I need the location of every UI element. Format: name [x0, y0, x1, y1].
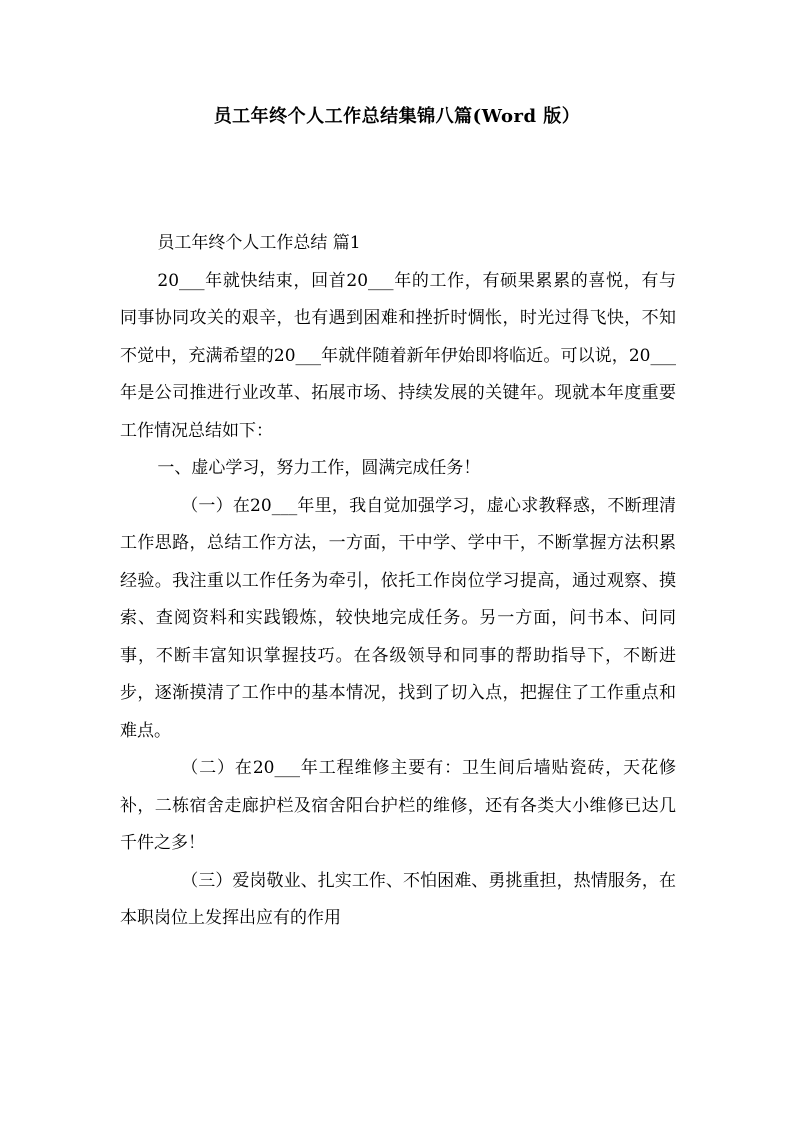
- paragraph-intro: 20___年就快结束，回首20___年的工作，有硕果累累的喜悦，有与同事协同攻关的艰辛，也有遇到困难和挫折时惆怅，时光过得飞快，不知不觉中，充满希望的20___年就伴随着新年伊始即将临近。可以说，20___年是公司推进行业改革、拓展市场、持续发展的关键年。现就本年度重要工作情况总结如下：: [120, 270, 676, 441]
- paragraph-item-one: （一）在20___年里，我自觉加强学习，虚心求教释惑，不断理清工作思路，总结工作方法，一方面，干中学、学中干，不断掌握方法积累经验。我注重以工作任务为牵引，依托工作岗位学习提高，通过观察、摸索、查阅资料和实践锻炼，较快地完成任务。另一方面，问书本、问同事，不断丰富知识掌握技巧。在各级领导和同事的帮助指导下，不断进步，逐渐摸清了工作中的基本情况，找到了切入点，把握住了工作重点和难点。: [120, 495, 676, 741]
- paragraph-heading-one: 一、虚心学习，努力工作，圆满完成任务！: [157, 458, 481, 478]
- section-heading: 员工年终个人工作总结 篇1: [157, 233, 361, 253]
- paragraph-item-three: （三）爱岗敬业、扎实工作、不怕困难、勇挑重担，热情服务，在本职岗位上发挥出应有的作用: [120, 870, 676, 928]
- document-title: 员工年终个人工作总结集锦八篇(Word 版）: [213, 106, 581, 127]
- paragraph-item-two: （二）在20___年工程维修主要有：卫生间后墙贴瓷砖，天花修补，二栋宿舍走廊护栏及宿舍阳台护栏的维修，还有各类大小维修已达几千件之多！: [120, 758, 676, 853]
- document-body: [120, 225, 676, 938]
